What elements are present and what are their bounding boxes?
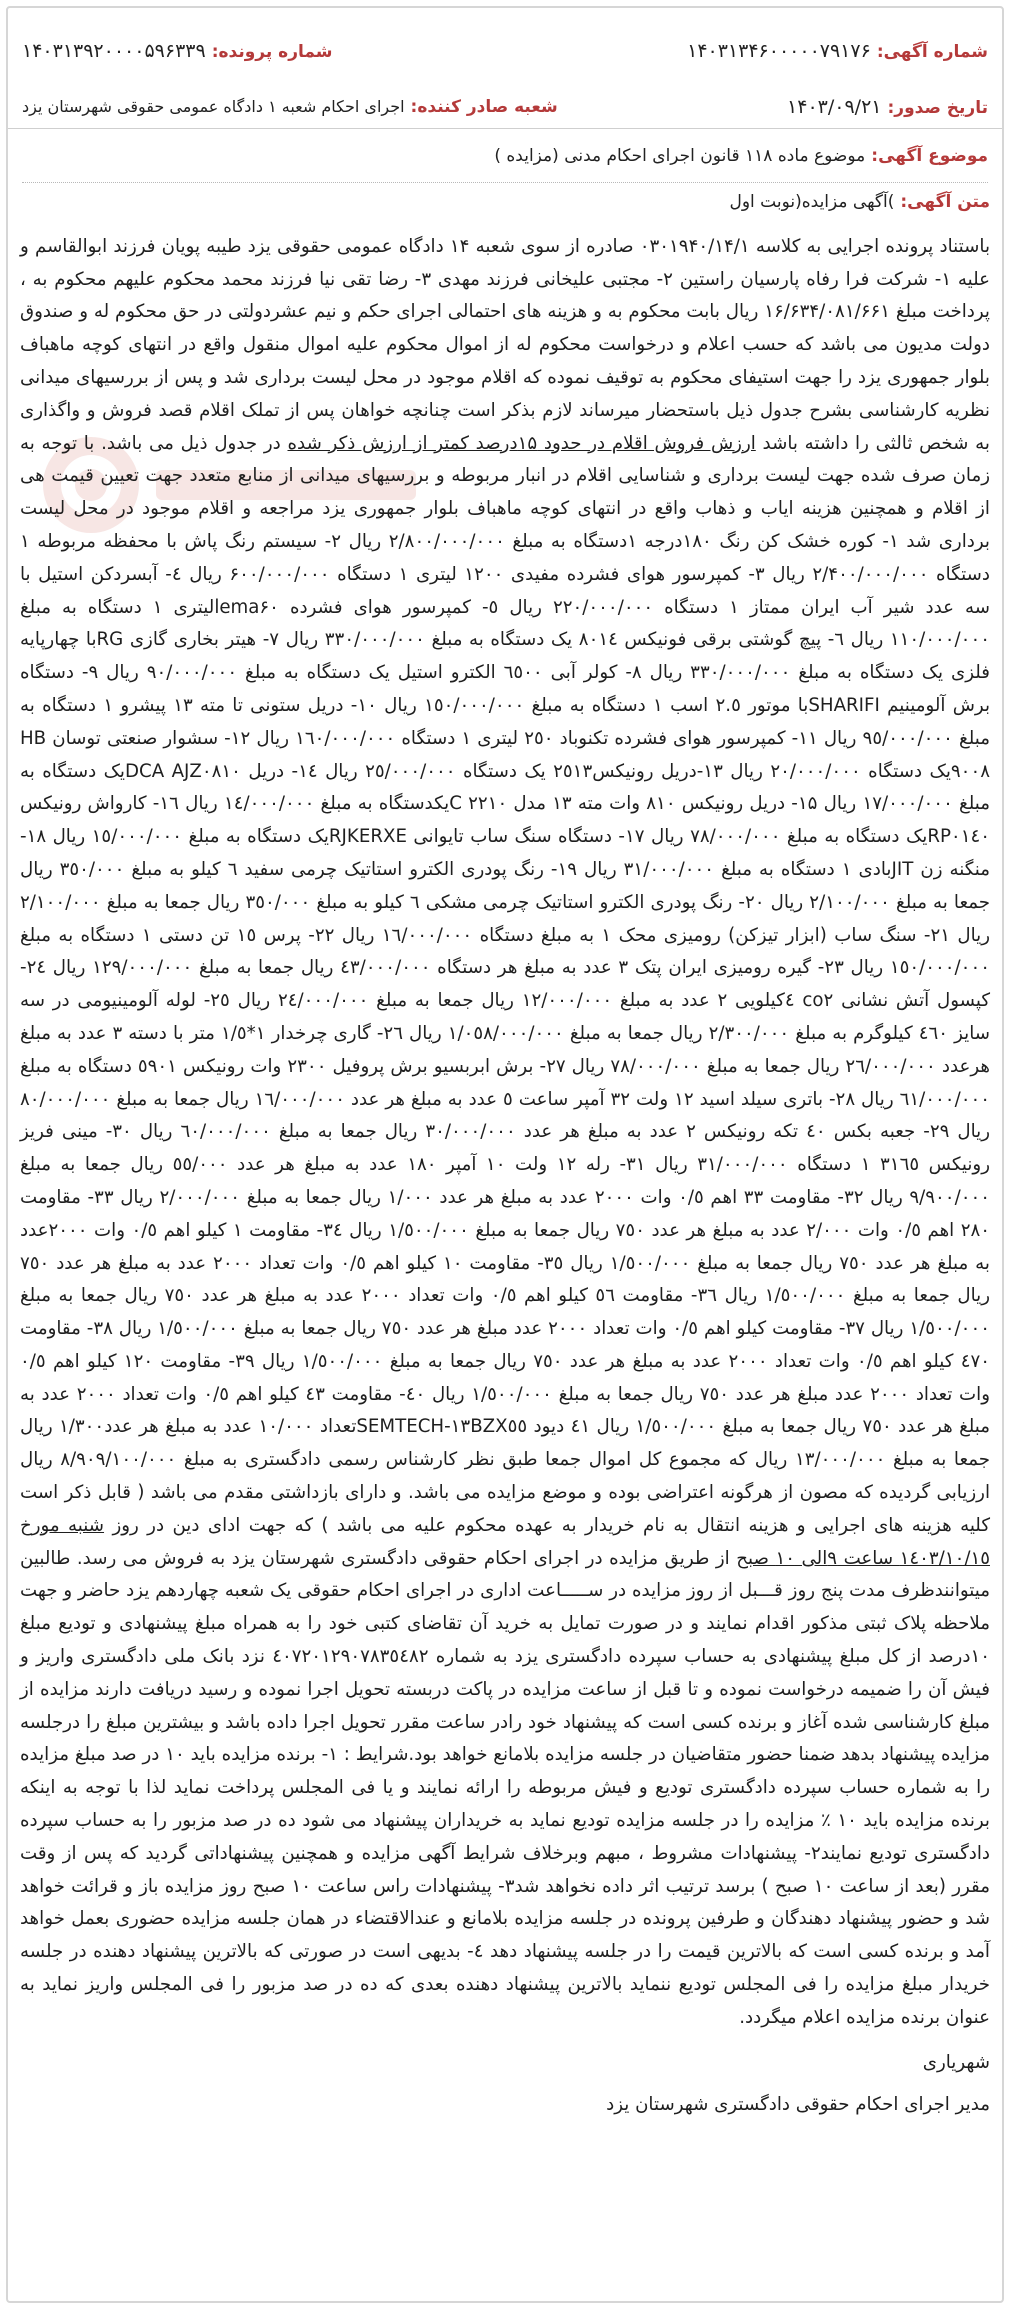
ad-paragraph: [20, 231, 990, 2035]
subject-row: [22, 146, 988, 183]
ad-paragraph-1-underlined: ارزش فروش اقلام در حدود ۱۵درصد کمتر از ارزش ذکر شده: [287, 432, 756, 454]
subject-value: موضوع ماده ۱۱۸ قانون اجرای احکام مدنی (مزایده ): [494, 146, 866, 166]
issuing-branch-label: شعبه صادر کننده:: [410, 97, 558, 117]
issue-date-value: ۱۴۰۳/۰۹/۲۱: [787, 96, 882, 118]
ad-body: [20, 186, 990, 2289]
case-number-field: [22, 40, 333, 62]
ad-text-label: متن آگهی:: [900, 192, 990, 212]
issue-date-field: [787, 96, 988, 118]
signoff-title: مدیر اجرای احکام حقوقی دادگستری شهرستان یزد: [606, 2094, 990, 2116]
ad-paragraph-1-tail: در جدول ذیل می باشد. با توجه به زمان صرف شده جهت لیست برداری و شناسایی اقلام در انبار مربوطه و بررسیهای میدانی از منابع متعدد جهت تعیین قیمت هی از اقلام و همچنین هزینه ایاب و ذهاب واقع در انتهای کوچه ماهباف بلوار جمهوری یزد مراجعه و اقلام موجود در محل لیست برداری شد ۱- کوره خشک کن رنگ ۱۸۰درجه ۱دستگاه به مبلغ ۲/۸۰۰/۰۰۰/۰۰۰ ریال ۲- سیستم رنگ پاش با محفظه مربوطه ۱ دستگاه ۲/۴۰۰/۰۰۰/۰۰۰ ریال ۳- کمپرسور هوای فشرده مفیدی ۱۲۰۰ لیتری ۱ دستگاه ۶۰۰/۰۰۰/۰۰۰ ریال ٤- آبسردکن استیل با سه عدد شیر آب ایران ممتاز ۱ دستگاه ۲۲۰/۰۰۰/۰۰۰ ریال ٥- کمپرسور هوای فشرده lema۶۰لیتری ۱ دستگاه به مبلغ ۱۱۰/۰۰۰/۰۰۰ ریال ٦- پیچ گوشتی برقی فونیکس ۸۰۱٤ یک دستگاه به مبلغ ۳۳۰/۰۰۰/۰۰۰ ریال ۷- هیتر بخاری گازی RGبا چهارپایه فلزی یک دستگاه به مبلغ ۳۳۰/۰۰۰/۰۰۰ ریال ۸- کولر آبی ٦٥۰۰ الکترو استیل یک دستگاه به مبلغ ۹۰/۰۰۰/۰۰۰ ریال ۹- دستگاه برش آلومینیم SHARIFIبا موتور ۲.٥ اسب ۱ دستگاه به مبلغ ۱٥۰/۰۰۰/۰۰۰ ریال ۱۰- دریل ستونی تا مته ۱۳ پیشرو ۱ دستگاه به مبلغ ۹٥/۰۰۰/۰۰۰ ریال ۱۱- کمپرسور هوای فشرده تکنوباد ۲٥۰ لیتری ۱ دستگاه ۱٦۰/۰۰۰/۰۰۰ ریال ۱۲- سشوار صنعتی توسان HB ۹۰۰۸یک دستگاه ۲۰/۰۰۰/۰۰۰ ریال ۱۳-دریل رونیکس۲٥۱۳ یک دستگاه ۲٥/۰۰۰/۰۰۰ ریال ۱٤- دریل DCA AJZ۰۸۱۰یک دستگاه به مبلغ ۱۷/۰۰۰/۰۰۰ ریال ۱۵- دریل رونیکس ۸۱۰ وات مته ۱۳ مدل ۲۲۱۰ Cیکدستگاه به مبلغ ۱٤/۰۰۰/۰۰۰ ریال ۱٦- کارواش رونیکس RP۰۱٤۰یک دستگاه به مبلغ ۷۸/۰۰۰/۰۰۰ ریال ۱۷- دستگاه سنگ ساب تایوانی RJKERXEیک دستگاه به مبلغ ۱٥/۰۰۰/۰۰۰ ریال ۱۸- منگنه زن JITبادی ۱ دستگاه به مبلغ ۳۱/۰۰۰/۰۰۰ ریال ۱۹- رنگ پودری الکترو استاتیک چرمی سفید ٦ کیلو به مبلغ ۳٥۰/۰۰۰ ریال جمعا به مبلغ ۲/۱۰۰/۰۰۰ ریال ۲۰- رنگ پودری الکترو استاتیک چرمی مشکی ٦ کیلو به مبلغ ۳٥۰/۰۰۰ ریال جمعا به مبلغ ۲/۱۰۰/۰۰۰ ریال ۲۱- سنگ ساب (ابزار تیزکن) رومیزی محک ۱ به مبلغ دستگاه ۱٦/۰۰۰/۰۰۰ ریال ۲۲- پرس ۱٥ تن دستی ۱ دستگاه به مبلغ ۱٥۰/۰۰۰/۰۰۰ ریال ۲۳- گیره رومیزی ایران پتک ۳ عدد به مبلغ هر دستگاه ٤۳/۰۰۰/۰۰۰ ریال جمعا به مبلغ ۱۲۹/۰۰۰/۰۰۰ ریال ۲٤- کپسول آتش نشانی co۲ ٤کیلویی ۲ عدد به مبلغ ۱۲/۰۰۰/۰۰۰ ریال جمعا به مبلغ ۲٤/۰۰۰/۰۰۰ ریال ۲٥- لوله آلومینیومی در سه سایز ٤٦۰ کیلوگرم به مبلغ ۲/۳۰۰/۰۰۰ ریال جمعا به مبلغ ۱/۰٥۸/۰۰۰/۰۰۰ ریال ۲٦- گاری چرخدار ۱*۱/٥ متر با دسته ۳ عدد به مبلغ هرعدد ۲٦/۰۰۰/۰۰۰ ریال جمعا به مبلغ ۷۸/۰۰۰/۰۰۰ ریال ۲۷- برش ابربسیو برش پروفیل ۲۳۰۰ وات رونیکس ٥۹۰۱ دستگاه به مبلغ ٦۱/۰۰۰/۰۰۰ ریال ۲۸- باتری سیلد اسید ۱۲ ولت ۳۲ آمپر ساعت ٥ عدد به مبلغ هر عدد ۱٦/۰۰۰/۰۰۰ ریال جمعا به مبلغ ۸۰/۰۰۰/۰۰۰ ریال ۲۹- جعبه بکس ٤۰ تکه رونیکس ۲ عدد به مبلغ هر عدد ۳۰/۰۰۰/۰۰۰ ریال جمعا به مبلغ ٦۰/۰۰۰/۰۰۰ ریال ۳۰- مینی فریز رونیکس ۳۱٦٥ ۱ دستگاه ۳۱/۰۰۰/۰۰۰ ریال ۳۱- رله ۱۲ ولت ۱۰ آمپر ۱۸۰ عدد به مبلغ هر عدد ٥٥/۰۰۰ ریال جمعا به مبلغ ۹/۹۰۰/۰۰۰ ریال ۳۲- مقاومت ۳۳ اهم ۰/٥ وات ۲۰۰۰ عدد به مبلغ هر عدد ۱/۰۰۰ ریال جمعا به مبلغ ۲/۰۰۰/۰۰۰ ریال ۳۳- مقاومت ۲۸۰ اهم ۰/٥ وات ۲/۰۰۰ عدد به مبلغ هر عدد ۷٥۰ ریال جمعا به مبلغ ۱/٥۰۰/۰۰۰ ریال ۳٤- مقاومت ۱ کیلو اهم ۰/٥ وات ۲۰۰۰عدد به مبلغ هر عدد ۷٥۰ ریال جمعا به مبلغ ۱/٥۰۰/۰۰۰ ریال ۳٥- مقاومت ۱۰ کیلو اهم ۰/٥ وات تعداد ۲۰۰۰ عدد به مبلغ هر عدد ۷٥۰ ریال جمعا به مبلغ ۱/٥۰۰/۰۰۰ ریال ۳٦- مقاومت ٥٦ کیلو اهم ۰/٥ وات تعداد ۲۰۰۰ عدد به مبلغ هر عدد ۷٥۰ ریال جمعا به مبلغ ۱/٥۰۰/۰۰۰ ریال ۳۷- مقاومت کیلو اهم ۰/٥ وات تعداد ۲۰۰۰ عدد مبلغ هر عدد ۷٥۰ ریال جمعا به مبلغ ۱/٥۰۰/۰۰۰ ریال ۳۸- مقاومت ٤۷۰ کیلو اهم ۰/٥ وات تعداد ۲۰۰۰ عدد به مبلغ هر عدد ۷٥۰ ریال جمعا به مبلغ ۱/٥۰۰/۰۰۰ ریال ۳۹- مقاومت ۱۲۰ کیلو اهم ۰/٥ وات تعداد ۲۰۰۰ عدد مبلغ هر عدد ۷٥۰ ریال جمعا به مبلغ ۱/٥۰۰/۰۰۰ ریال ٤۰- مقاومت ٤۳ کیلو اهم ۰/٥ وات تعداد ۲۰۰۰ عدد به مبلغ هر عدد ۷٥۰ ریال جمعا به مبلغ ۱/٥۰۰/۰۰۰ ریال ٤۱ دیود SEMTECH-۱۳BZX٥٥تعداد ۱۰/۰۰۰ عدد به مبلغ هر عدد۱/۳۰۰ ریال جمعا به مبلغ ۱۳/۰۰۰/۰۰۰ ریال که مجموع کل اموال جمعا طبق نظر کارشناس رسمی دادگستری به مبلغ ۸/۹۰۹/۱۰۰/۰۰۰ ریال ارزیابی گردیده که مصون از هرگونه اعتراضی بوده و موضع مزایده می باشد. و دارای بازداشتی مقدم می باشد ( قابل ذکر است کلیه هزینه های اجرایی و هزینه انتقال به نام خریدار به عهده محکوم علیه می باشد ) که جهت ادای دین در روز: [20, 432, 991, 1536]
header: [8, 8, 1002, 129]
issuing-branch-field: [22, 97, 558, 117]
header-row-date-branch: [8, 96, 1002, 118]
ad-paragraph-1: باستناد پرونده اجرایی به کلاسه ۰۳۰۱۹۴۰/۱۴/۱ صادره از سوی شعبه ۱۴ دادگاه عمومی حقوقی یزد طیبه پویان فرزند ابوالقاسم و علیه ۱- شرکت فرا رفاه پارسیان راستین ۲- مجتبی علیخانی فرزند مهدی ۳- رضا تقی نیا فرزند محمد محکوم علیهم محکوم به ، پرداخت مبلغ ۱۶/۶۳۴/۰۸۱/۶۶۱ ریال بابت محکوم به و هزینه های احتمالی اجرای حکم و نیم عشردولتی در حق محکوم له و صندوق دولت مدیون می باشد که حسب اعلام و درخواست محکوم له از اموال محکوم علیه اموال منقول واقع در انتهای کوچه ماهباف بلوار جمهوری یزد را جهت استیفای محکوم به توقیف نموده که اقلام موجود در محل لیست برداری شد و پس از بررسیهای میدانی نظریه کارشناسی بشرح جدول ذیل باستحضار میرساند لازم بذکر است چنانچه خواهان پس از تملک اقلام قصد فروش و واگذاری به شخص ثالثی را داشته باشد: [20, 235, 991, 454]
signoff: [20, 2047, 990, 2123]
header-row-numbers: [8, 40, 1002, 62]
auction-date-underlined: شنبه مورخ ۱٤۰۳/۱۰/۱٥ ساعت ۹الی ۱۰ صبح: [20, 1514, 990, 1569]
ad-paragraph-2: از طریق مزایده در اجرای احکام حقوقی دادگستری شهرستان یزد به فروش می رسد. طالبین میتوانندظرف مدت پنج روز قـــبل از روز مزایده در ســـــاعت اداری در اجرای احکام حقوقی یک شعبه چهاردهم یزد حاضر و جهت ملاحظه پلاک ثبتی مذکور اقدام نمایند و در صورت تمایل به خرید آن تقاضای کتبی خود را به همراه مبلغ پیشنهادی و تودیع مبلغ ۱۰درصد از کل مبلغ پیشنهادی به حساب سپرده دادگستری یزد به شماره ٤۰۷۲۰۱۲۹۰۷۸۳٥٤۸۲ نزد بانک ملی دادگستری واریز و فیش آن را ضمیمه درخواست نموده و تا قبل از ساعت مزایده در پاکت دربسته تحویل اجرا نموده و رسید دریافت دارند مزایده از مبلغ کارشناسی شده آغاز و برنده کسی است که پیشنهاد خود رادر ساعت مقرر تحویل اجرا داده باشد و بیشترین مبلغ را درجلسه مزایده پیشنهاد بدهد ضمنا حضور متقاضیان در جلسه مزایده بلامانع خواهد بود.شرایط : ۱- برنده مزایده باید ۱۰ در صد مبلغ مزایده را به شماره حساب سپرده دادگستری تودیع و فیش مربوطه را ارائه نمایند و یا فی المجلس پرداخت نماید لذا با توجه به اینکه برنده مزایده باید ۱۰ ٪ مزایده را در جلسه مزایده تودیع نماید به خریداران پیشنهاد می شود ده در صد مزبور را به حساب سپرده دادگستری تودیع نمایند۲- پیشنهادات مشروط ، مبهم وبرخلاف شرایط آگهی مزایده و همچنین پیشنهاداتی گردید که پس از وقت مقرر (بعد از ساعت ۱۰ صبح ) برسد ترتیب اثر داده نخواهد شد۳- پیشنهادات راس ساعت ۱۰ صبح روز مزایده باز و قرائت خواهد شد و حضور پیشنهاد دهندگان و طرفین پرونده در جلسه مزایده بلامانع و عندالاقتضاء در همان جلسه مزایده حضوری بعمل خواهد آمد و برنده کسی است که بالاترین قیمت را در جلسه پیشنهاد دهد ٤- بدیهی است در صورتی که بالاترین پیشنهاد دهنده در جلسه خریدار مبلغ مزایده را فی المجلس تودیع ننماید بالاترین پیشنهاد دهنده بعدی که ده در صد مزبور را فی المجلس واریز نماید به عنوان برنده مزایده اعلام میگردد.: [20, 1547, 991, 2028]
issue-date-label: تاریخ صدور:: [887, 98, 988, 118]
issuing-branch-value: اجرای احکام شعبه ۱ دادگاه عمومی حقوقی شهرستان یزد: [22, 97, 405, 116]
subject-label: موضوع آگهی:: [871, 146, 988, 166]
case-number-value: ۱۴۰۳۱۳۹۲۰۰۰۰۵۹۶۳۳۹: [22, 40, 206, 62]
ad-text-heading: )آگهی مزایده(نوبت اول: [729, 192, 895, 212]
case-number-label: شماره پرونده:: [211, 42, 333, 62]
ad-number-value: ۱۴۰۳۱۳۴۶۰۰۰۰۰۷۹۱۷۶: [687, 40, 871, 62]
ad-text-title: [20, 186, 990, 219]
signoff-name: شهریاری: [922, 2051, 990, 2073]
ad-number-label: شماره آگهی:: [876, 42, 988, 62]
ad-number-field: [687, 40, 988, 62]
